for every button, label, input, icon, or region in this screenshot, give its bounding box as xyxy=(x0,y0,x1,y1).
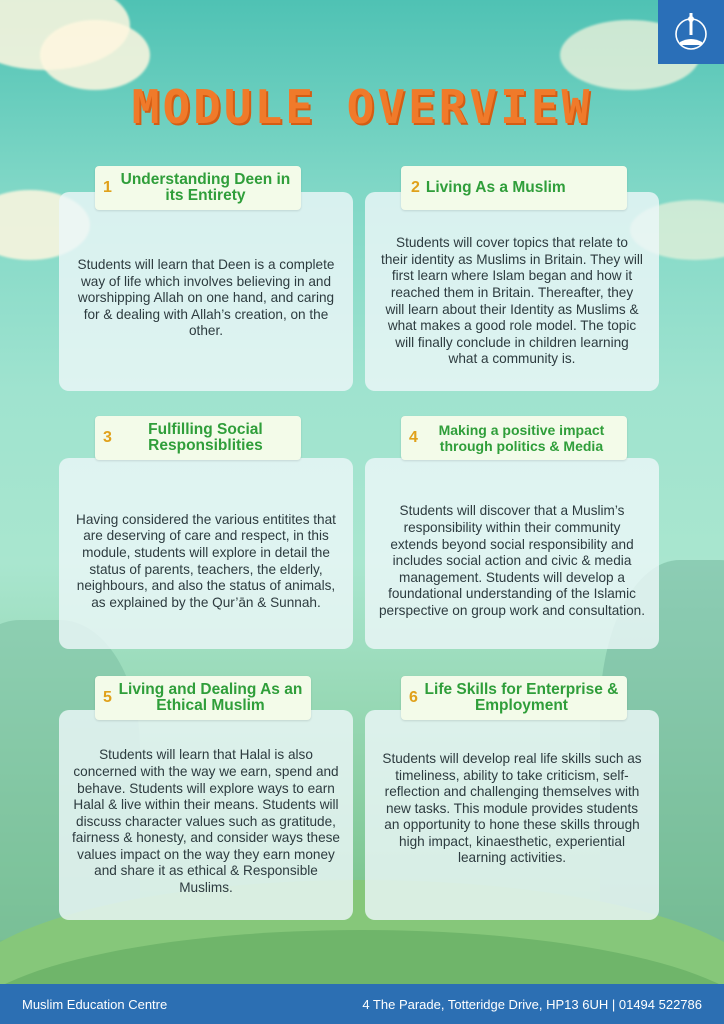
module-3-heading xyxy=(95,416,301,460)
module-1-heading xyxy=(95,166,301,210)
module-2-title: Living As a Muslim xyxy=(425,179,566,196)
module-5-title: Living and Dealing As an Ethical Muslim xyxy=(118,681,303,714)
module-5-heading xyxy=(95,676,311,720)
module-5-number: 5 xyxy=(103,689,112,706)
module-3-number: 3 xyxy=(103,429,112,446)
module-6-number: 6 xyxy=(409,689,418,706)
module-6-heading xyxy=(401,676,627,720)
module-6-title: Life Skills for Enterprise & Employment xyxy=(424,681,619,714)
footer-organisation: Muslim Education Centre xyxy=(22,996,168,1012)
module-4-number: 4 xyxy=(409,429,418,446)
module-2-description: Students will cover topics that relate to their identity as Muslims in Britain. They will first learn where Islam began and how it reached them in Britain. Thereafter, they will learn about their Identity as Muslims & what makes a good role model. The topic will finally conclude in children learning what a community is. xyxy=(381,235,643,367)
module-5-description: Students will learn that Halal is also concerned with the way we earn, spend and behave. Students will explore ways to earn Halal & live within their means. Students will discuss character values such as gratitude, fairness & honesty, and consider ways these values impact on the way they earn money and share it as ethical & Responsible Muslims. xyxy=(72,747,340,896)
module-1-number: 1 xyxy=(103,179,112,196)
footer-contact: 4 The Parade, Totteridge Drive, HP13 6UH | 01494 522786 xyxy=(362,996,702,1012)
module-3-description: Having considered the various entitites that are deserving of care and respect, in this module, students will explore in detail the status of parents, teachers, the elderly, neighbours, and also the status of animals, as explained by the Qur’ān & Sunnah. xyxy=(76,511,336,610)
module-6-panel xyxy=(365,710,659,920)
page-title: MODULE OVERVIEW xyxy=(131,80,593,134)
module-3-panel xyxy=(59,458,353,649)
module-5-panel xyxy=(59,710,353,920)
module-4-panel xyxy=(365,458,659,649)
module-2-panel xyxy=(365,192,659,391)
module-6-description: Students will develop real life skills such as timeliness, ability to take criticism, self-reflection and challenging themselves with new tasks. This module provides students an opportunity to hone these skills through high impact, kinaesthetic, experiential learning activities. xyxy=(382,750,642,866)
module-3-title: Fulfilling Social Responsiblities xyxy=(148,421,263,454)
footer-bar xyxy=(0,984,724,1024)
module-4-description: Students will discover that a Muslim’s responsibility within their community extends beyond social responsibility and includes social action and civic & media management. Students will develop a foundational understanding of the Islamic perspective on group work and consultation. xyxy=(379,503,645,618)
module-4-title: Making a positive impact through politics & Media xyxy=(438,422,605,454)
module-2-number: 2 xyxy=(411,179,420,196)
module-1-title: Understanding Deen in its Entirety xyxy=(120,171,291,204)
module-1-description: Students will learn that Deen is a complete way of life which involves believing in and worshipping Allah on one hand, and caring for & dealing with Allah’s creation, on the other. xyxy=(77,257,335,339)
logo xyxy=(658,0,724,64)
module-2-heading xyxy=(401,166,627,210)
module-1-panel xyxy=(59,192,353,391)
module-4-heading xyxy=(401,416,627,460)
mosque-logo-icon xyxy=(671,10,711,54)
